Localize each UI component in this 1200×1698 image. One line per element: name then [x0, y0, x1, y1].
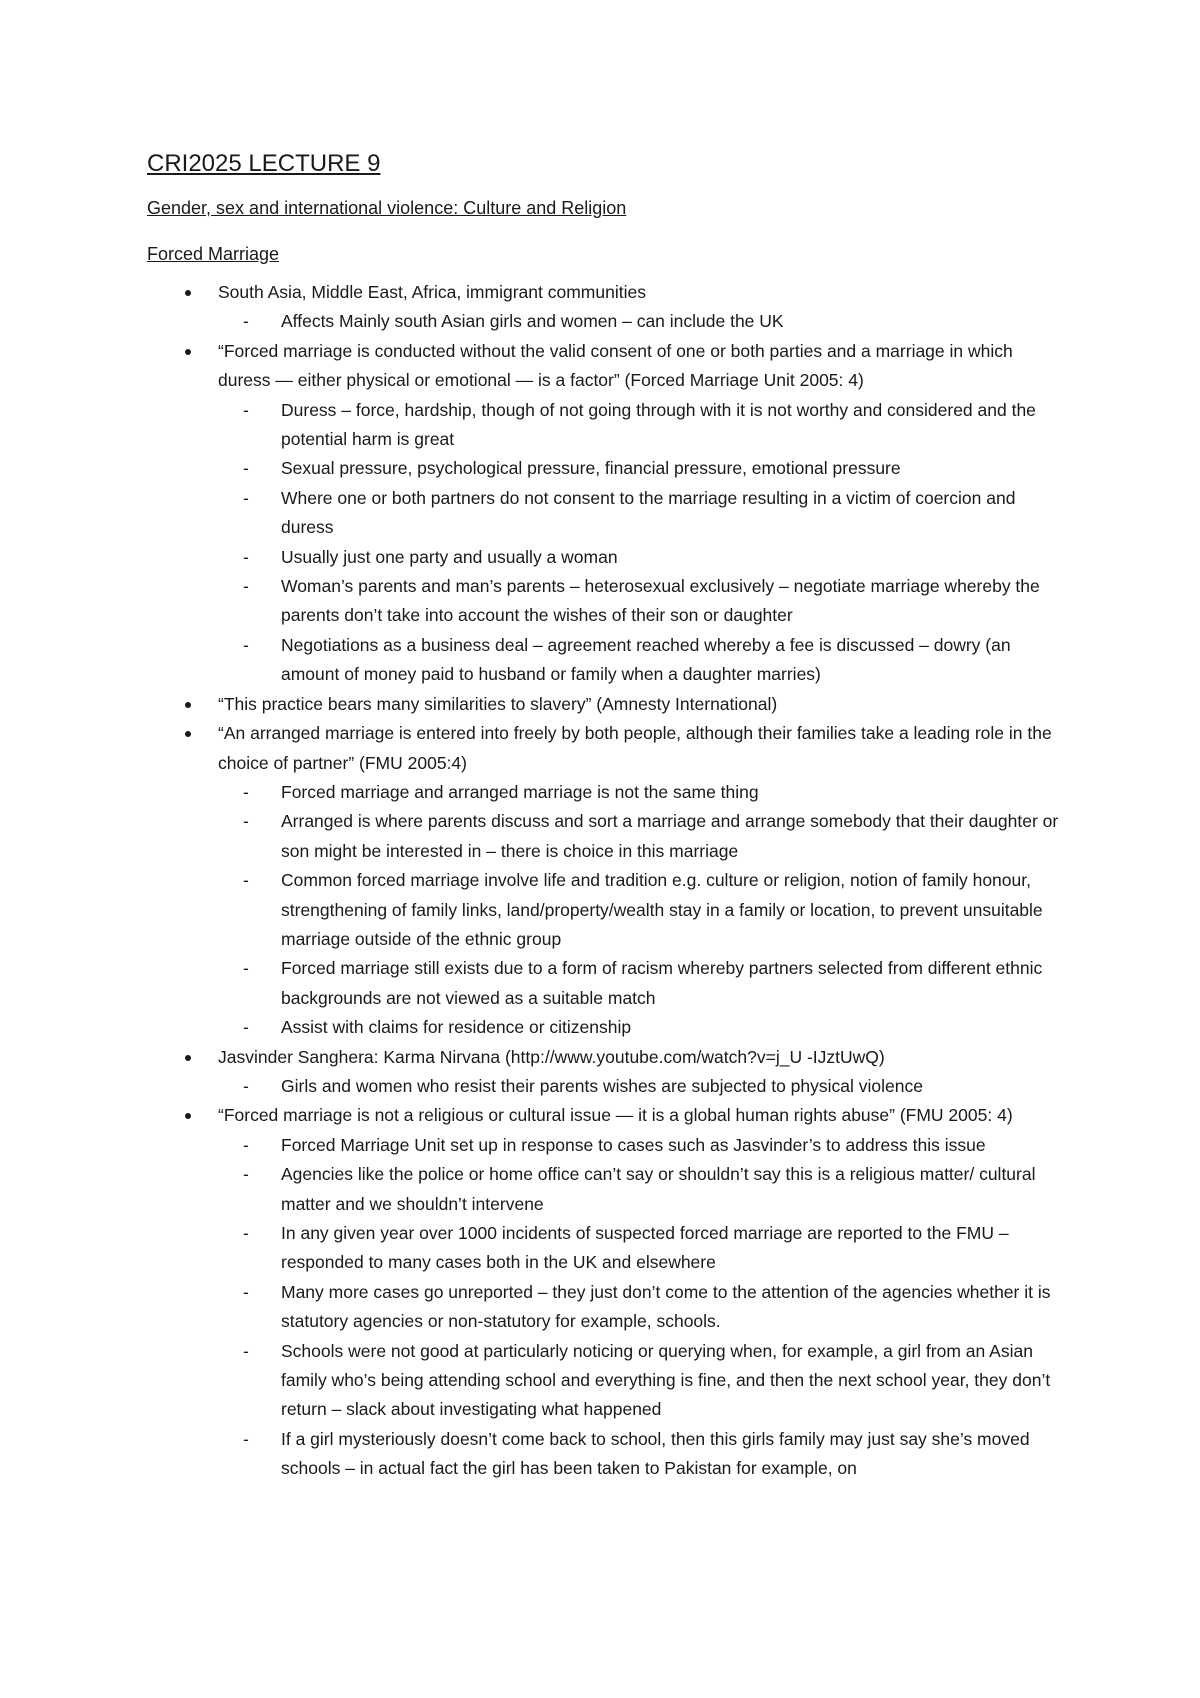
bullet-dot-icon [185, 731, 191, 737]
dash-icon: - [243, 1223, 249, 1243]
sub-item [243, 1425, 1067, 1484]
bullet-text: South Asia, Middle East, Africa, immigrant communities [218, 282, 646, 302]
dash-icon: - [243, 1428, 249, 1449]
dash-icon: - [243, 546, 249, 567]
sub-item [243, 1278, 1067, 1337]
sub-item [243, 1337, 1067, 1425]
sub-text: Forced Marriage Unit set up in response to cases such as Jasvinder’s to address this issue [281, 1134, 986, 1155]
sub-text: Forced marriage and arranged marriage is not the same thing [281, 781, 759, 802]
dash-icon: - [243, 1281, 249, 1302]
sub-text: Forced marriage still exists due to a form of racism whereby partners selected from different ethnic backgrounds are not viewed as a suitable match [281, 958, 1043, 1008]
sub-item [243, 1131, 1067, 1160]
document-body [147, 148, 1067, 1484]
sub-item [243, 1160, 1067, 1219]
sub-text: Sexual pressure, psychological pressure, financial pressure, emotional pressure [281, 458, 901, 479]
dash-icon: - [243, 811, 249, 832]
sub-item [243, 572, 1067, 631]
sub-text: Affects Mainly south Asian girls and women – can include the UK [281, 311, 784, 332]
sub-text: If a girl mysteriously doesn’t come back to school, then this girls family may just say she’s moved schools – in actual fact the girl has been taken to Pakistan for example, on [281, 1428, 1030, 1479]
sub-text: Duress – force, hardship, though of not going through with it is not worthy and considered and the potential harm is great [281, 399, 1036, 450]
sub-item [243, 778, 1067, 807]
sub-list [218, 778, 1067, 1043]
sub-text: Usually just one party and usually a woman [281, 546, 618, 567]
section-heading: Forced Marriage [147, 244, 280, 264]
document-subtitle: Gender, sex and international violence: Culture and Religion [147, 198, 627, 218]
dash-icon: - [243, 781, 249, 802]
bullet-dot-icon [185, 702, 191, 708]
dash-icon: - [243, 311, 249, 332]
sub-item [243, 307, 1067, 336]
bullet-dot-icon [185, 1113, 191, 1119]
bullet-item [147, 1043, 1067, 1102]
dash-icon: - [243, 634, 249, 655]
sub-text: Where one or both partners do not consent to the marriage resulting in a victim of coercion and duress [281, 487, 1016, 538]
dash-icon: - [243, 576, 249, 597]
sub-text: Woman’s parents and man’s parents – heterosexual exclusively – negotiate marriage whereby the parents don’t take into account the wishes of their son or daughter [281, 576, 1040, 626]
bullet-item [147, 690, 1067, 719]
sub-item [243, 954, 1067, 1013]
sub-text: Assist with claims for residence or citizenship [281, 1017, 632, 1038]
sub-item [243, 866, 1067, 954]
bullet-list [147, 278, 1067, 1484]
bullet-item [147, 719, 1067, 1042]
bullet-text: “Forced marriage is not a religious or cultural issue — it is a global human rights abuse” (FMU 2005: 4) [218, 1105, 1013, 1126]
sub-text: Common forced marriage involve life and tradition e.g. culture or religion, notion of family honour, strengthening of family links, land/property/wealth stay in a family or location, to prevent unsuitable marriage outside of the ethnic group [281, 870, 1043, 949]
sub-item [243, 484, 1067, 543]
sub-text: Negotiations as a business deal – agreement reached whereby a fee is discussed – dowry (an amount of money paid to husband or family when a daughter marries) [281, 634, 1011, 685]
sub-text: Many more cases go unreported – they just don’t come to the attention of the agencies whether it is statutory agencies or non-statutory for example, schools. [281, 1281, 1051, 1332]
dash-icon: - [243, 399, 249, 420]
bullet-text: “An arranged marriage is entered into freely by both people, although their families take a leading role in the choice of partner” (FMU 2005:4) [218, 723, 1052, 773]
dash-icon: - [243, 1017, 249, 1038]
dash-icon: - [243, 1340, 249, 1361]
bullet-dot-icon [185, 1055, 191, 1061]
sub-item [243, 1219, 1067, 1278]
sub-item [243, 454, 1067, 483]
sub-list [218, 1072, 1067, 1101]
sub-text: Agencies like the police or home office can’t say or shouldn’t say this is a religious matter/ cultural matter and we shouldn’t intervene [281, 1164, 1036, 1214]
sub-text: Arranged is where parents discuss and sort a marriage and arrange somebody that their daughter or son might be interested in – there is choice in this marriage [281, 811, 1059, 861]
bullet-item [147, 278, 1067, 337]
dash-icon: - [243, 458, 249, 479]
dash-icon: - [243, 487, 249, 508]
sub-text: Schools were not good at particularly noticing or querying when, for example, a girl from an Asian family who’s being attending school and everything is fine, and then the next school year, they don’t return – slack about investigating what happened [281, 1340, 1051, 1420]
dash-icon: - [243, 1134, 249, 1155]
dash-icon: - [243, 1075, 249, 1096]
bullet-dot-icon [185, 290, 191, 296]
sub-list [218, 1131, 1067, 1484]
document-title: CRI2025 LECTURE 9 [147, 150, 381, 177]
sub-item [243, 631, 1067, 690]
bullet-dot-icon [185, 349, 191, 355]
sub-item [243, 396, 1067, 455]
sub-list [218, 396, 1067, 690]
dash-icon: - [243, 1164, 249, 1185]
sub-text: In any given year over 1000 incidents of suspected forced marriage are reported to the FMU – responded to many cases both in the UK and elsewhere [281, 1223, 1009, 1273]
sub-item [243, 1072, 1067, 1101]
sub-list [218, 307, 1067, 336]
dash-icon: - [243, 870, 249, 891]
dash-icon: - [243, 958, 249, 979]
sub-item [243, 1013, 1067, 1042]
sub-text: Girls and women who resist their parents wishes are subjected to physical violence [281, 1075, 923, 1096]
sub-item [243, 543, 1067, 572]
bullet-item [147, 1101, 1067, 1483]
sub-item [243, 807, 1067, 866]
bullet-text: “Forced marriage is conducted without the valid consent of one or both parties and a marriage in which duress — either physical or emotional — is a factor” (Forced Marriage Unit 2005: 4) [218, 340, 1013, 391]
bullet-text: Jasvinder Sanghera: Karma Nirvana (http://www.youtube.com/watch?v=j_U -IJztUwQ) [218, 1046, 885, 1067]
bullet-text: “This practice bears many similarities to slavery” (Amnesty International) [218, 693, 778, 714]
bullet-item [147, 337, 1067, 690]
